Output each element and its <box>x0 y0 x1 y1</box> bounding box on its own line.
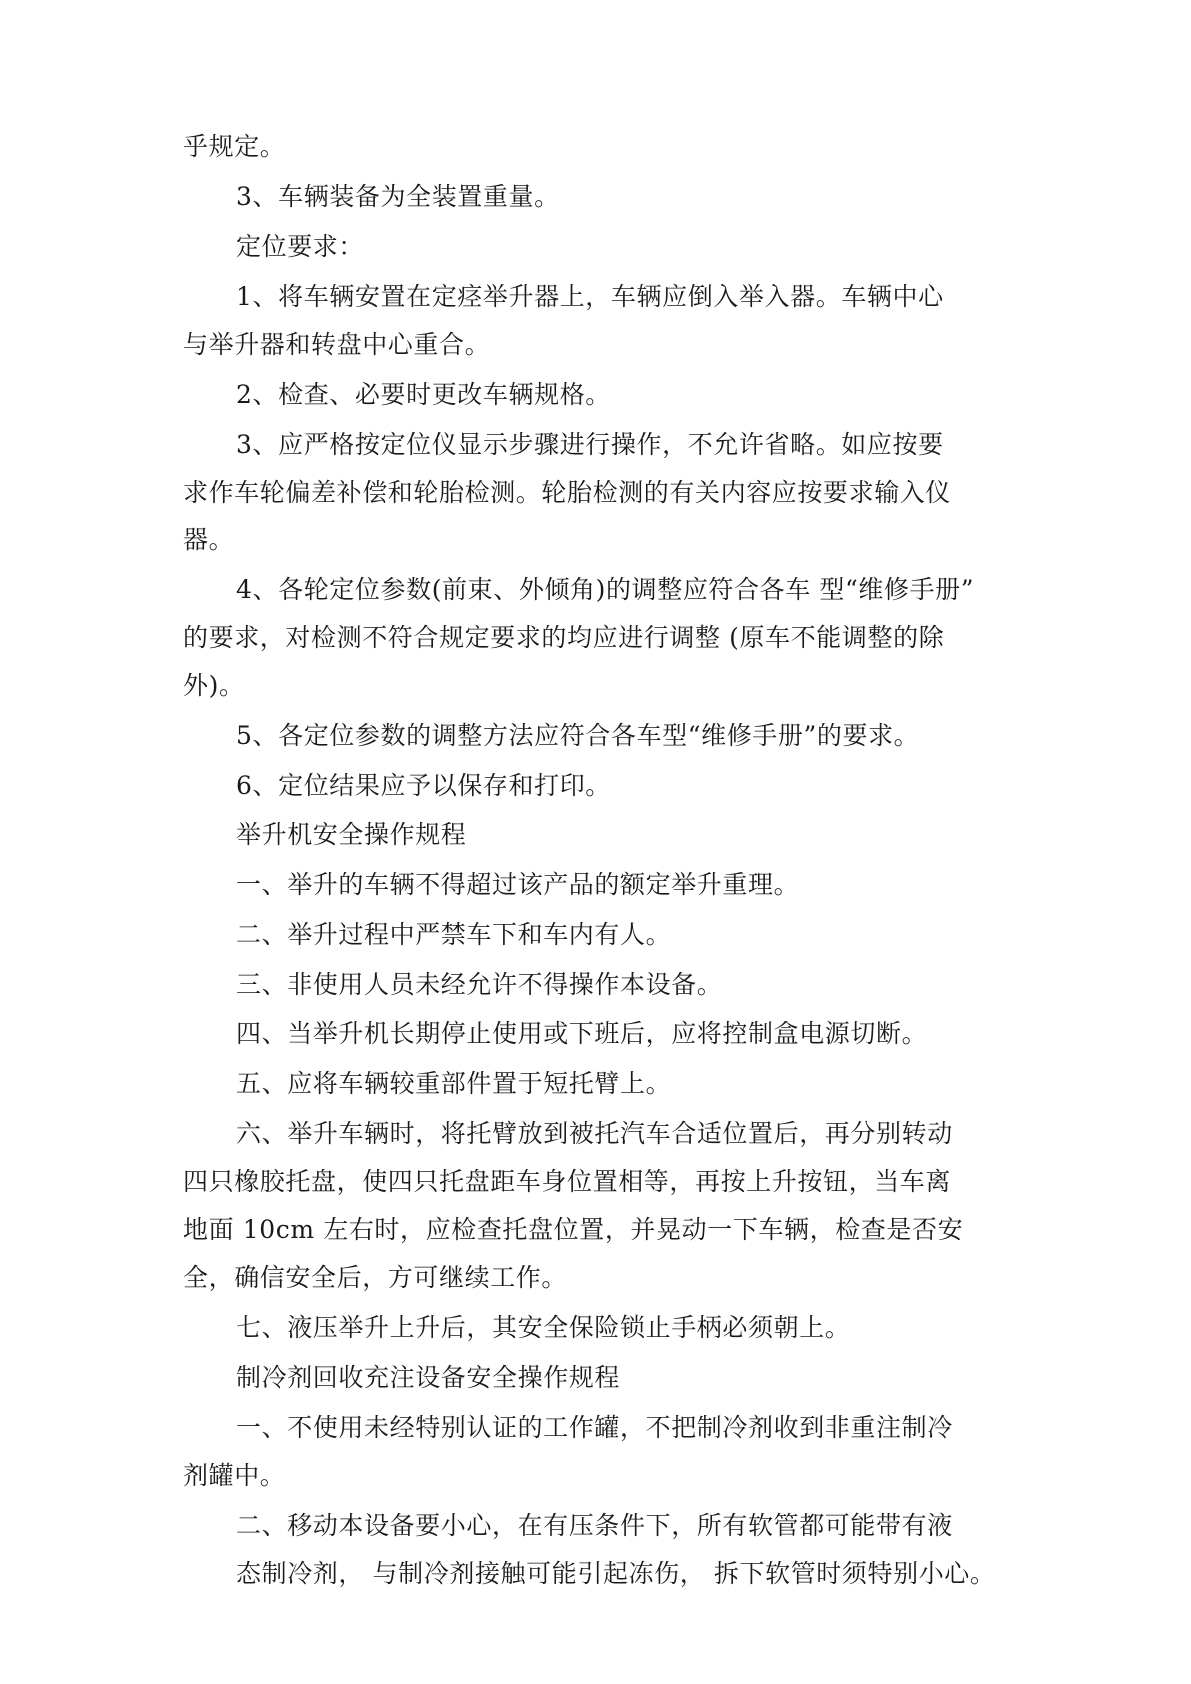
text-line: 与举升器和转盘中心重合。 <box>183 330 491 359</box>
text-line: 制冷剂回收充注设备安全操作规程 <box>236 1363 621 1392</box>
text-line: 二、举升过程中严禁车下和车内有人。 <box>236 920 672 949</box>
text-line: 外)。 <box>183 671 245 700</box>
text-line: 的要求，对检测不符合规定要求的均应进行调整 (原车不能调整的除 <box>183 623 945 652</box>
text-line: 六、举升车辆时，将托臂放到被托汽车合适位置后，再分别转动 <box>236 1119 953 1148</box>
text-line: 3、应严格按定位仪显示步骤进行操作，不允许省略。如应按要 <box>236 430 944 459</box>
text-line: 四只橡胶托盘，使四只托盘距车身位置相等，再按上升按钮，当车离 <box>183 1167 952 1196</box>
text-line: 四、当举升机长期停止使用或下班后，应将控制盒电源切断。 <box>236 1019 928 1048</box>
text-line: 二、移动本设备要小心，在有压条件下，所有软管都可能带有液 <box>236 1511 953 1540</box>
text-line: 一、举升的车辆不得超过该产品的额定举升重理。 <box>236 870 800 899</box>
text-line: 剂罐中。 <box>183 1461 286 1490</box>
text-line: 求作车轮偏差补偿和轮胎检测。轮胎检测的有关内容应按要求输入仪 <box>183 478 952 507</box>
text-line: 乎规定。 <box>183 132 286 161</box>
text-line: 器。 <box>183 525 235 554</box>
text-line: 态制冷剂， 与制冷剂接触可能引起冻伤， 拆下软管时须特别小心。 <box>236 1559 996 1588</box>
text-line: 全，确信安全后，方可继续工作。 <box>183 1263 568 1292</box>
text-line: 定位要求： <box>236 232 365 261</box>
text-line: 一、不使用未经特别认证的工作罐，不把制冷剂收到非重注制冷 <box>236 1413 953 1442</box>
text-line: 三、非使用人员未经允许不得操作本设备。 <box>236 970 723 999</box>
text-line: 地面 10cm 左右时，应检查托盘位置，并晃动一下车辆，检查是否安 <box>183 1215 964 1244</box>
text-line: 2、检查、必要时更改车辆规格。 <box>236 380 611 409</box>
text-line: 6、定位结果应予以保存和打印。 <box>236 771 611 800</box>
text-line: 3、车辆装备为全装置重量。 <box>236 182 560 211</box>
text-line: 4、各轮定位参数(前束、外倾角)的调整应符合各车 型“维修手册” <box>236 575 975 604</box>
text-line: 七、液压举升上升后，其安全保险锁止手柄必须朝上。 <box>236 1313 851 1342</box>
text-line: 举升机安全操作规程 <box>236 820 467 849</box>
text-line: 五、应将车辆较重部件置于短托臂上。 <box>236 1069 672 1098</box>
text-line: 1、将车辆安置在定痉举升器上，车辆应倒入举入器。车辆中心 <box>236 282 944 311</box>
text-line: 5、各定位参数的调整方法应符合各车型“维修手册”的要求。 <box>236 721 920 750</box>
